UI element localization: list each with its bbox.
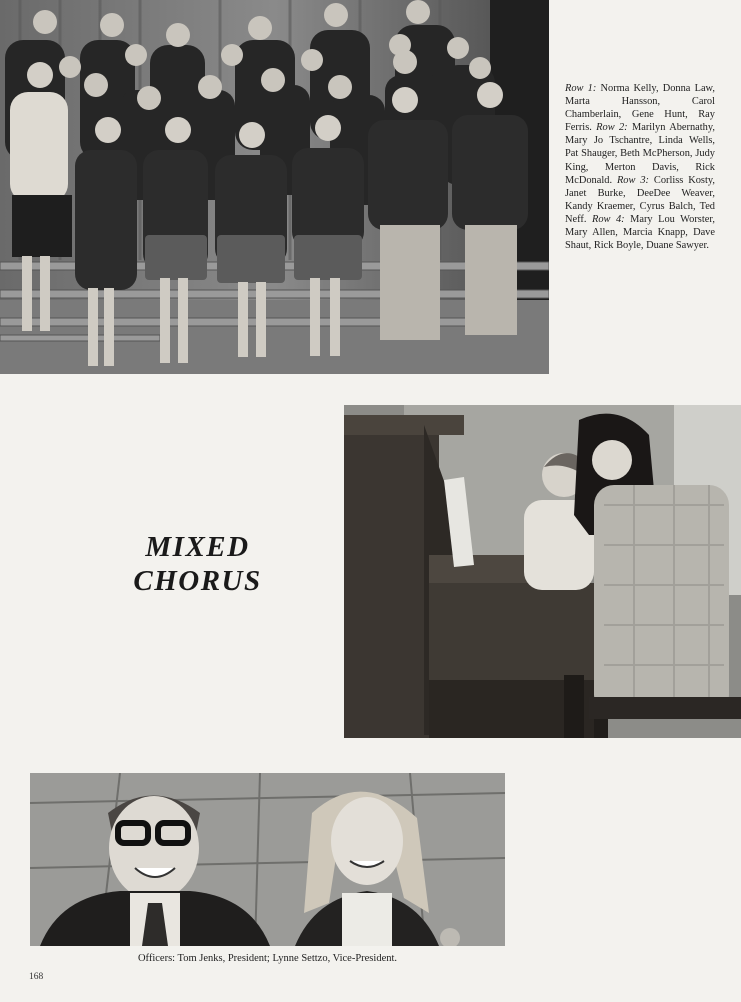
row3-names: Corliss Kosty, Janet Burke, DeeDee Weaver, Kandy Kraemer, Cyrus Balch, Ted Neff.	[565, 174, 715, 225]
row1-label: Row 1:	[565, 83, 597, 94]
group-photo	[0, 0, 549, 374]
row3-label: Row 3:	[616, 174, 649, 186]
officers-photo	[30, 773, 505, 946]
group-caption	[565, 82, 715, 252]
row4-label: Row 4:	[591, 213, 625, 225]
title-line-2: CHORUS	[133, 565, 262, 597]
row2-label: Row 2:	[596, 122, 628, 134]
row2-names: Marilyn Abernathy, Mary Jo Tschantre, Linda Wells, Pat Shauger, Beth McPherson, Judy King, Merton Davis, Rick McDonald.	[565, 122, 715, 186]
page-title	[110, 530, 285, 598]
officers-caption: Officers: Tom Jenks, President; Lynne Settzo, Vice-President.	[137, 953, 398, 964]
title-line-1: MIXED	[145, 531, 250, 563]
piano-photo	[344, 405, 741, 738]
row1-names: Norma Kelly, Donna Law, Marta Hansson, Carol Chamberlain, Gene Hunt, Ray Ferris.	[565, 83, 715, 134]
page-number: 168	[29, 972, 44, 982]
row4-names: Mary Lou Worster, Mary Allen, Marcia Knapp, Dave Shaut, Rick Boyle, Duane Sawyer.	[565, 213, 715, 252]
